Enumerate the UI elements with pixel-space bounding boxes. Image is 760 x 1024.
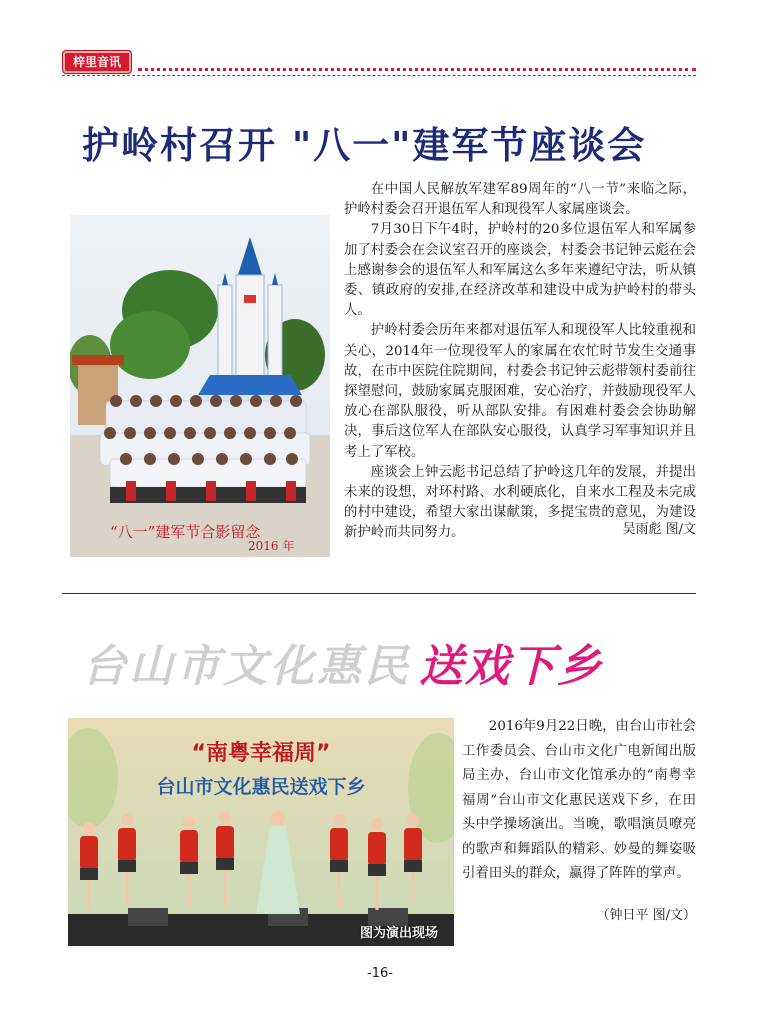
header-dashed-rule	[62, 75, 696, 76]
article2-paragraph: 2016年9月22日晚，由台山市社会工作委员会、台山市文化广电新闻出版局主办，台山市文化馆承办的“南粤幸福周”台山市文化惠民送戏下乡，在田头中学操场演出。当晚，歌唱演员嘹亮的歌声和舞蹈队的精彩、妙曼的舞姿吸引着田头的群众，赢得了阵阵的掌声。	[462, 719, 696, 881]
photo-caption: 图为演出现场	[359, 926, 438, 941]
banner-line2: 台山市文化惠民送戏下乡	[156, 776, 366, 798]
header-dotted-rule	[138, 68, 696, 71]
page-number: -16-	[367, 966, 393, 981]
article1-paragraph: 7月30日下午4时，护岭村的20多位退伍军人和军属参加了村委会在会议室召开的座谈会，村委会书记钟云彪在会上感谢参会的退伍军人和军属这么多年来遵纪守法，听从镇委、镇政府的安排,在经济改革和建设中成为护岭村的带头人。	[344, 222, 696, 319]
performance-photo	[68, 718, 454, 946]
article1-paragraph: 护岭村委会历年来都对退伍军人和现役军人比较重视和关心，2014年一位现役军人的家属在农忙时节发生交通事故，在市中医院住院期间，村委会书记钟云彪带领村委前往探望慰问，鼓励家属克服困难，安心治疗，并鼓励现役军人放心在部队服役，听从部队安排。有困难村委会会协助解决，事后这位军人在部队安心服役，认真学习军事知识并且考上了军校。	[344, 323, 696, 460]
section-divider	[62, 593, 696, 594]
article2-title	[82, 630, 702, 694]
photo-year: 2016 年	[248, 539, 295, 553]
article2-body	[462, 715, 696, 887]
article1-paragraph: 在中国人民解放军建军89周年的“八一节”来临之际，护岭村委会召开退伍军人和现役军人家属座谈会。	[344, 182, 696, 218]
section-badge: 梓里音讯	[62, 50, 132, 74]
group-photo	[70, 215, 330, 557]
photo-caption: “八一”建军节合影留念	[110, 523, 261, 541]
article2-title-pink: 送戏下乡	[419, 641, 603, 692]
banner-line1: “南粤幸福周”	[191, 741, 331, 766]
article2-byline: （钟日平 图/文）	[596, 908, 696, 923]
article1-body	[344, 180, 696, 544]
article1-byline: 吴雨彪 图/文	[622, 522, 696, 537]
article2-title-grey: 台山市文化惠民	[82, 641, 411, 692]
article1-paragraph: 座谈会上钟云彪书记总结了护岭这几年的发展，并提出未来的设想，对环村路、水利硬底化，自来水工程及未完成的村中建设，希望大家出谋献策，多提宝贵的意见，为建设新护岭而共同努力。	[344, 464, 696, 541]
article1-title: 护岭村召开 "八一"建军节座谈会	[82, 124, 647, 167]
